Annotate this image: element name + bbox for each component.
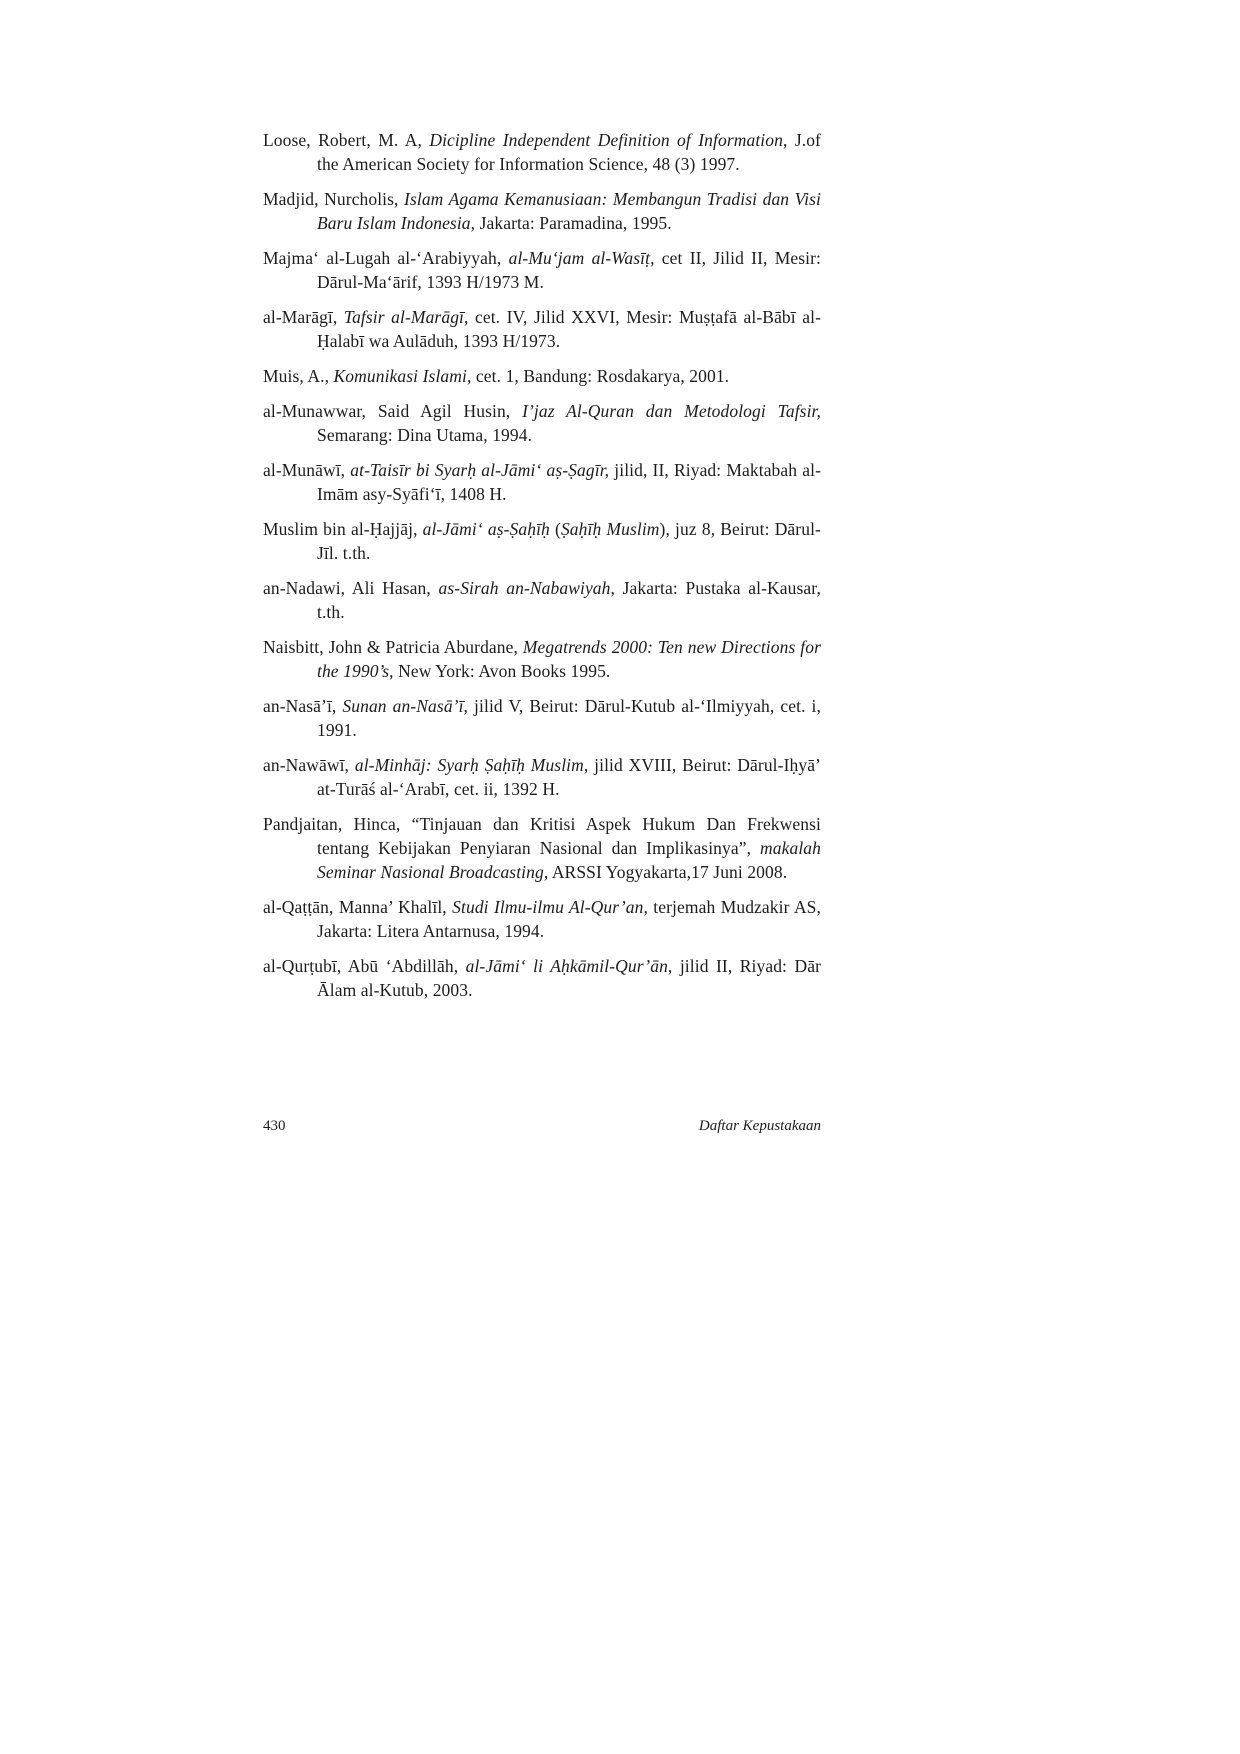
- bibliography-entry: [263, 399, 821, 447]
- entry-text: jilid, II, Riyad: Maktabah al-Imām asy-Syāfi‘ī, 1408 H.: [317, 460, 821, 504]
- entry-title-italic: I’jaz Al-Quran dan Metodologi Tafsir,: [522, 401, 821, 421]
- entry-text: ARSSI Yogyakarta,17 Juni 2008.: [548, 862, 788, 882]
- entry-text: jilid XVIII, Beirut: Dārul-Iḥyā’ at-Turāś al-‘Arabī, cet. ii, 1392 H.: [317, 755, 821, 799]
- entry-text: jilid II, Riyad: Dār Ālam al-Kutub, 2003.: [317, 956, 821, 1000]
- entry-title-italic: at-Taisīr bi Syarḥ al-Jāmi‘ aṣ-Ṣagīr,: [350, 460, 610, 480]
- entry-text: an-Nawāwī,: [263, 755, 355, 775]
- bibliography-entry: [263, 954, 821, 1002]
- entry-title-italic: Tafsir al-Marāgī,: [343, 307, 469, 327]
- entry-text: al-Qurṭubī, Abū ‘Abdillāh,: [263, 956, 466, 976]
- entry-text: Semarang: Dina Utama, 1994.: [317, 425, 533, 445]
- entry-title-italic: as-Sirah an-Nabawiyah: [438, 578, 611, 598]
- bibliography-entry: [263, 246, 821, 294]
- entry-text: al-Munawwar, Said Agil Husin,: [263, 401, 523, 421]
- entry-text: an-Nasā’ī,: [263, 696, 343, 716]
- entry-title-italic: Komunikasi Islami,: [333, 366, 472, 386]
- entry-text: Muslim bin al-Ḥajjāj,: [263, 519, 423, 539]
- bibliography-entry: [263, 517, 821, 565]
- bibliography-entry: [263, 305, 821, 353]
- bibliography-entry: [263, 187, 821, 235]
- entry-text: , J.of the American Society for Information Science, 48 (3) 1997.: [317, 130, 821, 174]
- entry-title-italic: al-Mu‘jam al-Wasīṭ,: [508, 248, 655, 268]
- entry-title-italic: Studi Ilmu-ilmu Al-Qur’an,: [452, 897, 648, 917]
- bibliography-list: [263, 128, 821, 1013]
- entry-text: (: [549, 519, 561, 539]
- page-number: 430: [263, 1118, 286, 1134]
- footer-section-title: Daftar Kepustakaan: [698, 1118, 821, 1134]
- entry-text: al-Qaṭṭān, Manna’ Khalīl,: [263, 897, 453, 917]
- entry-text: an-Nadawi, Ali Hasan,: [263, 578, 439, 598]
- entry-title-italic: al-Minhāj: Syarḥ Ṣaḥīḥ Muslim,: [354, 755, 589, 775]
- bibliography-entry: [263, 753, 821, 801]
- bibliography-entry: [263, 576, 821, 624]
- entry-text: Naisbitt, John & Patricia Aburdane,: [263, 637, 523, 657]
- entry-text: Pandjaitan, Hinca, “Tinjauan dan Kritisi Aspek Hukum Dan Frekwensi tentang Kebijakan Penyiaran Nasional dan Implikasinya”,: [263, 814, 821, 858]
- entry-text: cet. 1, Bandung: Rosdakarya, 2001.: [471, 366, 730, 386]
- entry-text: al-Marāgī,: [263, 307, 344, 327]
- entry-text: terjemah Mudzakir AS, Jakarta: Litera Antarnusa, 1994.: [317, 897, 821, 941]
- entry-title-italic: al-Jāmi‘ li Aḥkāmil-Qur’ān,: [465, 956, 673, 976]
- bibliography-entry: [263, 364, 821, 388]
- entry-title-italic: makalah Seminar Nasional Broadcasting,: [317, 838, 821, 882]
- entry-title-italic: Islam Agama Kemanusiaan: Membangun Tradisi dan Visi Baru Islam Indonesia,: [317, 189, 821, 233]
- bibliography-entry: [263, 635, 821, 683]
- entry-text: Jakarta: Paramadina, 1995.: [475, 213, 672, 233]
- bibliography-entry: [263, 812, 821, 884]
- bibliography-entry: [263, 128, 821, 176]
- entry-text: al-Munāwī,: [263, 460, 351, 480]
- entry-text: jilid V, Beirut: Dārul-Kutub al-‘Ilmiyyah, cet. i, 1991.: [317, 696, 821, 740]
- entry-text: cet II, Jilid II, Mesir: Dārul-Ma‘ārif, 1393 H/1973 M.: [317, 248, 821, 292]
- bibliography-entry: [263, 458, 821, 506]
- entry-text: cet. IV, Jilid XXVI, Mesir: Muṣṭafā al-Bābī al-Ḥalabī wa Aulāduh, 1393 H/1973.: [317, 307, 821, 351]
- entry-text: New York: Avon Books 1995.: [393, 661, 611, 681]
- entry-title-italic: Ṣaḥīḥ Muslim: [560, 519, 660, 539]
- entry-text: , Jakarta: Pustaka al-Kausar, t.th.: [317, 578, 821, 622]
- entry-title-italic: Dicipline Independent Definition of Information: [429, 130, 783, 150]
- entry-title-italic: al-Jāmi‘ aṣ-Ṣaḥīḥ: [422, 519, 550, 539]
- page-footer: [263, 1116, 821, 1136]
- entry-text: Loose, Robert, M. A,: [263, 130, 430, 150]
- entry-text: ), juz 8, Beirut: Dārul-Jīl. t.th.: [317, 519, 821, 563]
- bibliography-entry: [263, 694, 821, 742]
- bibliography-entry: [263, 895, 821, 943]
- entry-title-italic: Sunan an-Nasā’ī,: [342, 696, 469, 716]
- entry-text: Muis, A.,: [263, 366, 334, 386]
- entry-text: Majma‘ al-Lugah al-‘Arabiyyah,: [263, 248, 509, 268]
- entry-title-italic: Megatrends 2000: Ten new Directions for the 1990’s,: [317, 637, 821, 681]
- entry-text: Madjid, Nurcholis,: [263, 189, 405, 209]
